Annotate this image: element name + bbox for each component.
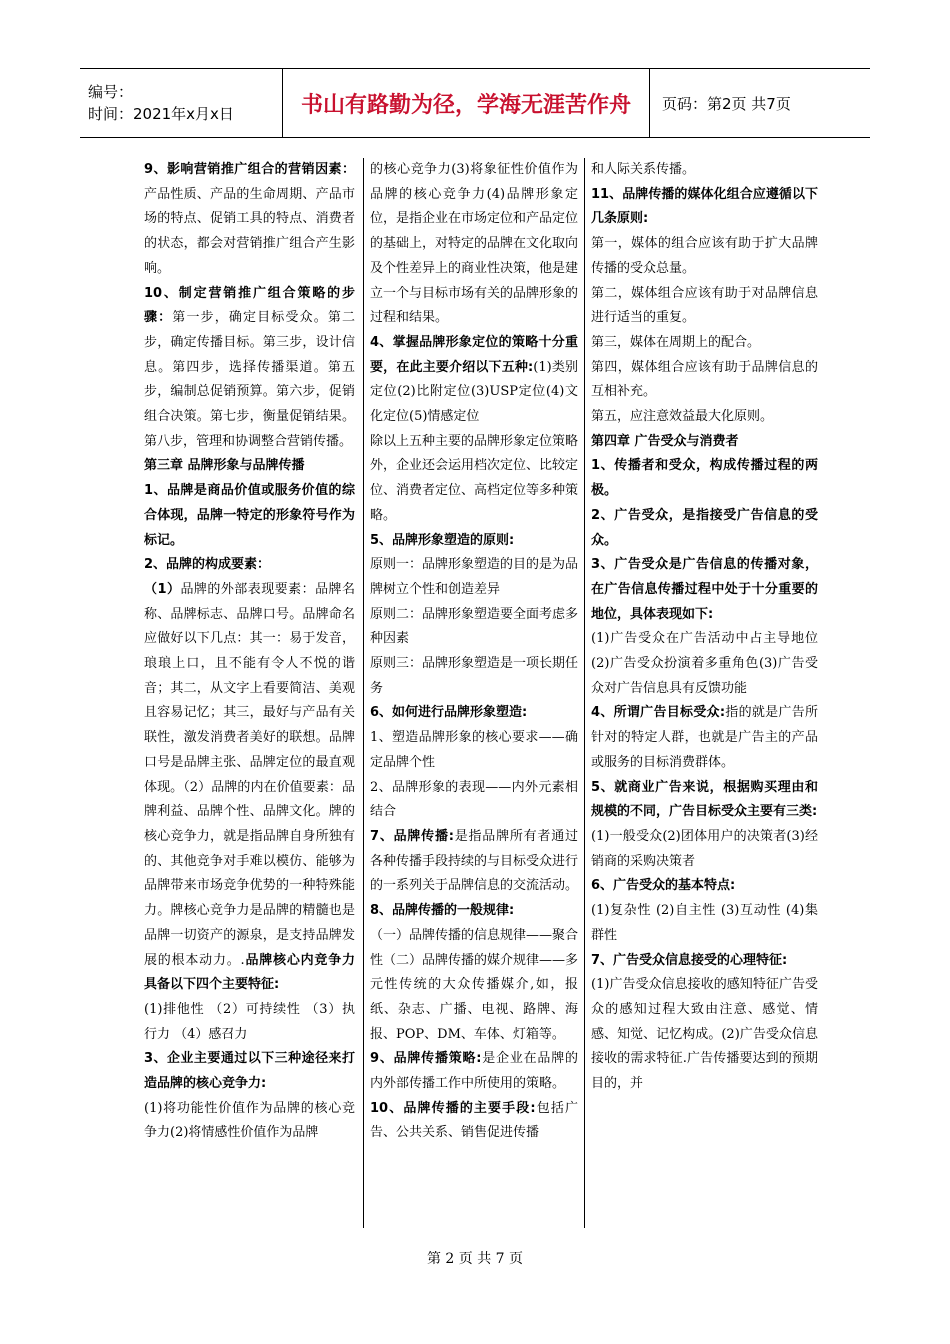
paragraph	[370, 1097, 578, 1146]
paragraph	[591, 183, 818, 232]
header-motto-cell	[283, 69, 650, 137]
bold-heading: 10、制定营销推广组合策略的步骤：	[144, 285, 355, 326]
header-right-cell	[650, 69, 870, 137]
paragraph	[144, 578, 355, 998]
body-text: 2、品牌形象的表现——内外元素相结合	[370, 779, 578, 820]
paragraph	[591, 874, 818, 899]
document-time-label: 时间：2021年x月x日	[88, 105, 234, 123]
body-text: 产品性质、产品的生命周期、产品市场的特点、促销工具的特点、消费者的状态，都会对营销推广组合产生影响。	[144, 186, 355, 276]
bold-heading: 8、品牌传播的一般规律:	[370, 903, 515, 919]
body-text: (1)广告受众在广告活动中占主导地位(2)广告受众扮演着多重角色(3)广告受众对广告信息具有反馈功能	[591, 631, 818, 696]
paragraph	[144, 1097, 355, 1146]
column-2	[364, 158, 585, 1228]
body-text: 是指品牌所有者通过各种传播手段持续的与目标受众进行的一系列关于品牌信息的交流活动。	[370, 828, 579, 894]
paragraph	[591, 701, 818, 775]
paragraph	[591, 405, 818, 430]
header-page-label: 页码：第2页 共7页	[662, 94, 791, 113]
paragraph	[591, 454, 818, 503]
body-text: 品牌的外部表现要素：品牌名称、品牌标志、品牌口号。品牌命名应做好以下几点：其一：易于发音，琅琅上口，且不能有令人不悦的谐音；其二，从文字上看要简洁、美观且容易记忆；其三，最好与产品有关联性，激发消费者美好的联想。品牌口号是品牌主张、品牌定位的最直观体现。（2）品牌的内在价值要素：品牌利益、品牌个性、品牌文化。牌的核心竞争力，就是指品牌自身所独有的、其他竞争对手难以模仿、能够为品牌带来市场竞争优势的一种特殊能力。牌核心竞争力是品牌的精髓也是品牌一切资产的源泉，是支持品牌发展的根本动力。.	[144, 581, 355, 968]
paragraph	[144, 479, 355, 553]
bold-heading: 4、所谓广告目标受众:	[591, 705, 726, 721]
body-text: 原则一：品牌形象塑造的目的是为品牌树立个性和创造差异	[370, 557, 579, 597]
paragraph	[370, 701, 578, 726]
paragraph	[591, 331, 818, 356]
bold-heading: 2、广告受众，是指接受广告信息的受众。	[591, 507, 818, 548]
paragraph	[144, 998, 355, 1047]
body-text: 第三，媒体在周期上的配合。	[591, 334, 761, 350]
body-text: 原则二：品牌形象塑造要全面考虑多种因素	[370, 606, 579, 647]
header-left-cell	[80, 69, 283, 137]
paragraph	[591, 158, 818, 183]
paragraph	[591, 627, 818, 701]
paragraph	[591, 949, 818, 974]
body-text: (1)广告受众信息接收的感知特征广告受众的感知过程大致由注意、感觉、情感、知觉、记忆构成。(2)广告受众信息接收的需求特征.广告传播要达到的预期目的，并	[591, 977, 818, 1092]
body-text: 指的就是广告所针对的特定人群，也就是广告主的产品或服务的目标消费群体。	[591, 705, 818, 770]
paragraph	[144, 454, 355, 479]
paragraph	[591, 232, 818, 281]
paragraph	[370, 899, 578, 924]
bold-heading: （1）	[144, 581, 181, 597]
page-header	[80, 68, 870, 138]
bold-heading: 9、影响营销推广组合的营销因素：	[144, 162, 355, 177]
bold-heading: 10、品牌传播的主要手段:	[370, 1100, 536, 1116]
paragraph	[591, 356, 818, 405]
bold-heading: 2、品牌的构成要素：	[144, 557, 271, 573]
paragraph	[591, 973, 818, 1097]
body-text: 第五，应注意效益最大化原则。	[591, 409, 774, 425]
body-text: 除以上五种主要的品牌形象定位策略外，企业还会运用档次定位、比较定位、消费者定位、高档定位等多种策略。	[370, 433, 579, 523]
bold-heading: 6、如何进行品牌形象塑造:	[370, 705, 528, 721]
paragraph	[591, 553, 818, 627]
body-text: 1、塑造品牌形象的核心要求——确定品牌个性	[370, 730, 578, 770]
body-text: 第一，媒体的组合应该有助于扩大品牌传播的受众总量。	[591, 236, 818, 276]
body-text: 第二，媒体组合应该有助于对品牌信息进行适当的重复。	[591, 285, 818, 326]
paragraph	[144, 553, 355, 578]
paragraph	[370, 331, 578, 430]
bold-heading: 4、掌握品牌形象定位的策略十分重要，在此主要介绍以下五种:	[370, 334, 578, 375]
body-text: （一）品牌传播的信息规律——聚合性（二）品牌传播的媒介规律——多元性传统的大众传播媒介,如，报纸、杂志、广播、电视、路牌、海报、POP、DM、车体、灯箱等。	[370, 927, 579, 1042]
paragraph	[370, 158, 578, 331]
body-text: 第四，媒体组合应该有助于品牌信息的互相补充。	[591, 359, 818, 400]
paragraph	[591, 504, 818, 553]
paragraph	[591, 825, 818, 874]
bold-heading: 第三章 品牌形象与品牌传播	[144, 458, 305, 474]
bold-heading: 5、品牌形象塑造的原则:	[370, 532, 515, 548]
body-text: 的核心竞争力(3)将象征性价值作为品牌的核心竞争力(4)品牌形象定位，是指企业在市场定位和产品定位的基础上，对特定的品牌在文化取向及个性差异上的商业性决策，他是建立一个与目标市场有关的品牌形象的过程和结果。	[370, 162, 579, 326]
column-3	[585, 158, 818, 1228]
paragraph	[144, 158, 355, 282]
bold-heading: 7、品牌传播:	[370, 828, 454, 844]
paragraph	[144, 1047, 355, 1096]
paragraph	[144, 282, 355, 455]
bold-heading: 3、广告受众是广告信息的传播对象，在广告信息传播过程中处于十分重要的地位，具体表现如下:	[591, 557, 818, 622]
paragraph	[591, 430, 818, 455]
paragraph	[591, 899, 818, 948]
header-motto: 书山有路勤为径，学海无涯苦作舟	[300, 92, 631, 118]
body-text: 是企业在品牌的内外部传播工作中所使用的策略。	[370, 1051, 578, 1092]
paragraph	[370, 1047, 578, 1096]
bold-heading: 11、品牌传播的媒体化组合应遵循以下几条原则:	[591, 186, 818, 227]
paragraph	[591, 282, 818, 331]
paragraph	[370, 776, 578, 825]
body-text: 包括广告、公共关系、销售促进传播	[370, 1100, 578, 1141]
document-number-label: 编号：	[88, 83, 134, 101]
paragraph	[370, 529, 578, 554]
body-text: (1)类别定位(2)比附定位(3)USP定位(4)文化定位(5)情感定位	[370, 359, 579, 425]
paragraph	[370, 726, 578, 775]
body-text: (1)将功能性价值作为品牌的核心竞争力(2)将情感性价值作为品牌	[144, 1100, 355, 1141]
body-text: 第一步，确定目标受众。第二步，确定传播目标。第三步，设计信息。第四步，选择传播渠道。第五步，编制总促销预算。第六步，促销组合决策。第七步，衡量促销结果。第八步，管理和协调整合营销传播。	[144, 310, 355, 449]
body-text: 原则三：品牌形象塑造是一项长期任务	[370, 656, 579, 696]
paragraph	[370, 553, 578, 602]
body-text: (1)复杂性 (2)自主性 (3)互动性 (4)集群性	[591, 903, 818, 943]
paragraph	[370, 924, 578, 1048]
paragraph	[370, 430, 578, 529]
body-text: 和人际关系传播。	[591, 162, 696, 177]
bold-heading: 6、广告受众的基本特点:	[591, 878, 736, 894]
body-text: (1)排他性 （2）可持续性 （3）执行力 （4）感召力	[144, 1001, 355, 1042]
bold-heading: 1、传播者和受众，构成传播过程的两极。	[591, 458, 818, 499]
column-1	[138, 158, 364, 1228]
bold-heading: 第四章 广告受众与消费者	[591, 433, 739, 449]
bold-heading: 5、就商业广告来说，根据购买理由和规模的不同，广告目标受众主要有三类:	[591, 779, 818, 820]
paragraph	[370, 825, 578, 899]
paragraph	[370, 652, 578, 701]
body-text: (1)一般受众(2)团体用户的决策者(3)经销商的采购决策者	[591, 828, 818, 869]
paragraph	[370, 603, 578, 652]
bold-heading: 9、品牌传播策略:	[370, 1051, 482, 1067]
bold-heading: 7、广告受众信息接受的心理特征:	[591, 952, 788, 968]
body-columns	[138, 158, 818, 1228]
page-footer: 第 2 页 共 7 页	[426, 1251, 524, 1267]
bold-heading: 1、品牌是商品价值或服务价值的综合体现，品牌一特定的形象符号作为标记。	[144, 483, 355, 548]
bold-heading: 品牌核心内竞争力具备以下四个主要特征:	[144, 952, 355, 993]
bold-heading: 3、企业主要通过以下三种途径来打造品牌的核心竞争力:	[144, 1051, 355, 1092]
paragraph	[591, 776, 818, 825]
